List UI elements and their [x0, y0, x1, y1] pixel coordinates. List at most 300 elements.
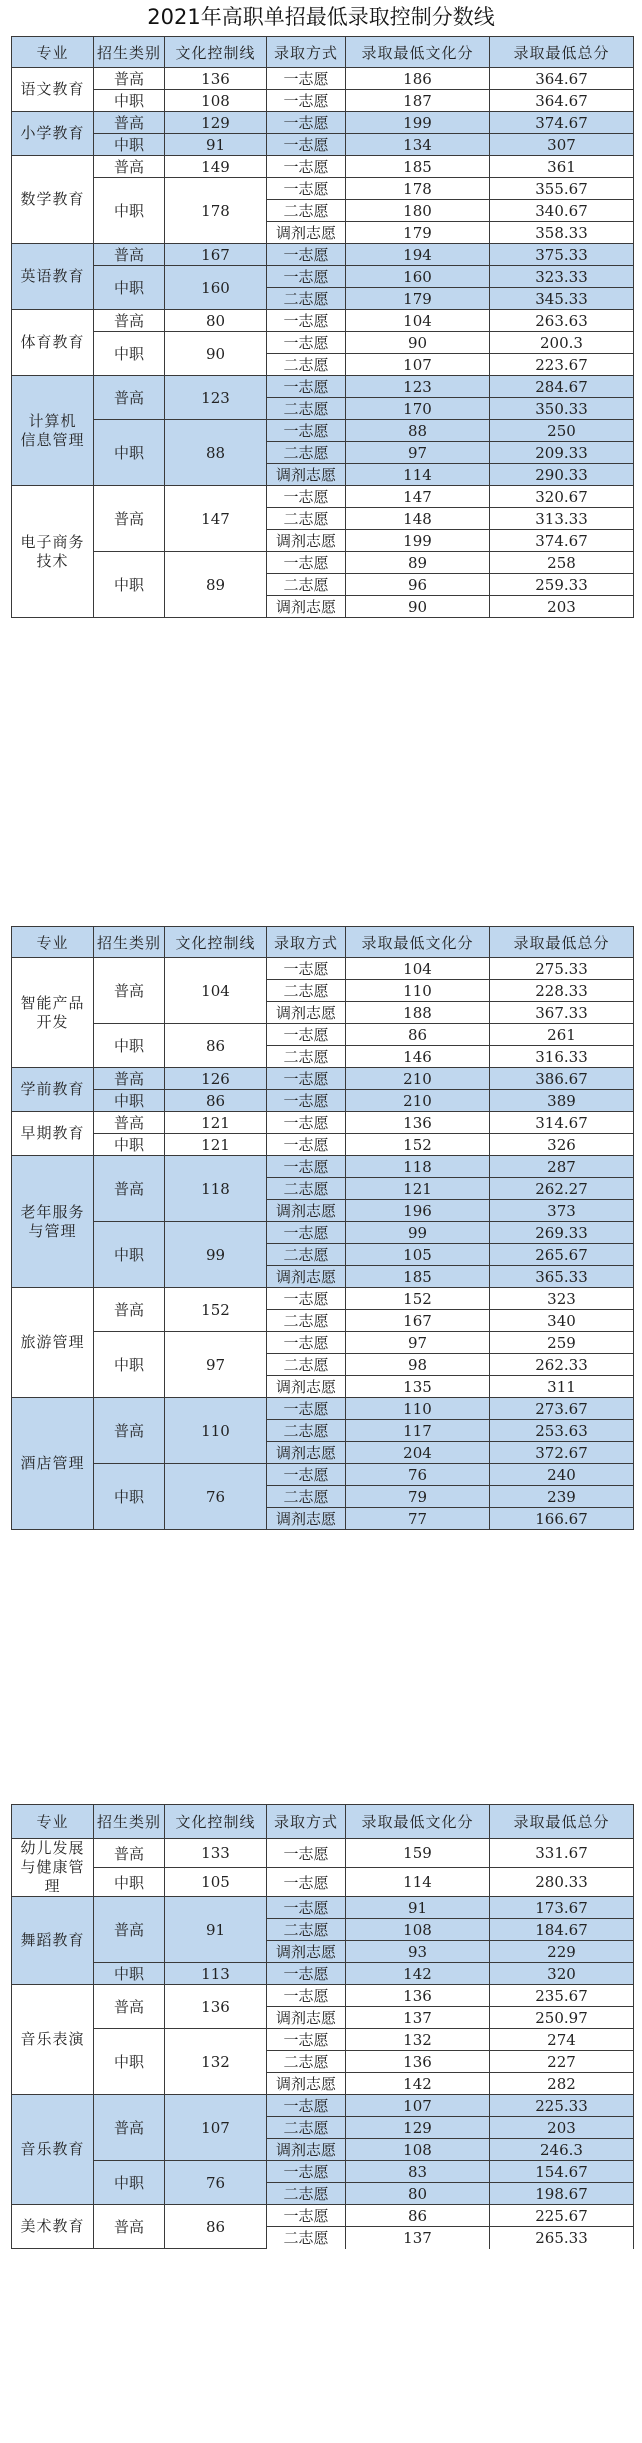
method-cell: 调剂志愿: [267, 222, 346, 244]
min-culture-cell: 210: [346, 1090, 490, 1112]
method-cell: 一志愿: [267, 1134, 346, 1156]
control-line-cell: 152: [165, 1288, 267, 1332]
table-row: [12, 1963, 634, 1985]
min-total-cell: 287: [490, 1156, 634, 1178]
method-cell: 一志愿: [267, 112, 346, 134]
min-culture-cell: 136: [346, 1985, 490, 2007]
category-cell: 普高: [94, 1897, 165, 1963]
method-cell: 一志愿: [267, 552, 346, 574]
control-line-cell: 113: [165, 1963, 267, 1985]
table-row: [12, 1134, 634, 1156]
major-cell: 电子商务 技术: [12, 486, 94, 618]
control-line-cell: 80: [165, 310, 267, 332]
control-line-cell: 91: [165, 134, 267, 156]
category-cell: 中职: [94, 2029, 165, 2095]
min-culture-cell: 194: [346, 244, 490, 266]
category-cell: 普高: [94, 112, 165, 134]
min-culture-cell: 199: [346, 112, 490, 134]
header-min-culture: 录取最低文化分: [346, 37, 490, 68]
control-line-cell: 149: [165, 156, 267, 178]
header-min-culture: 录取最低文化分: [346, 927, 490, 958]
category-cell: 普高: [94, 1398, 165, 1464]
table-body: [12, 958, 634, 1530]
control-line-cell: 160: [165, 266, 267, 310]
min-culture-cell: 179: [346, 288, 490, 310]
min-culture-cell: 180: [346, 200, 490, 222]
table-row: [12, 332, 634, 354]
min-total-cell: 314.67: [490, 1112, 634, 1134]
min-culture-cell: 185: [346, 156, 490, 178]
table-header-row: [12, 37, 634, 68]
min-culture-cell: 187: [346, 90, 490, 112]
min-total-cell: 323.33: [490, 266, 634, 288]
method-cell: 一志愿: [267, 486, 346, 508]
category-cell: 普高: [94, 2095, 165, 2161]
min-culture-cell: 134: [346, 134, 490, 156]
method-cell: 一志愿: [267, 1985, 346, 2007]
category-cell: 中职: [94, 1332, 165, 1398]
table-row: [12, 244, 634, 266]
min-culture-cell: 136: [346, 1112, 490, 1134]
min-culture-cell: 110: [346, 1398, 490, 1420]
control-line-cell: 86: [165, 1090, 267, 1112]
score-table-part-2: [11, 926, 634, 1530]
method-cell: 一志愿: [267, 266, 346, 288]
min-culture-cell: 146: [346, 1046, 490, 1068]
major-cell: 旅游管理: [12, 1288, 94, 1398]
min-culture-cell: 97: [346, 442, 490, 464]
min-total-cell: 313.33: [490, 508, 634, 530]
min-total-cell: 373: [490, 1200, 634, 1222]
major-cell: 智能产品 开发: [12, 958, 94, 1068]
major-cell: 早期教育: [12, 1112, 94, 1156]
control-line-cell: 107: [165, 2095, 267, 2161]
table-row: [12, 1464, 634, 1486]
category-cell: 普高: [94, 156, 165, 178]
method-cell: 调剂志愿: [267, 1442, 346, 1464]
method-cell: 二志愿: [267, 1244, 346, 1266]
min-total-cell: 367.33: [490, 1002, 634, 1024]
min-total-cell: 262.27: [490, 1178, 634, 1200]
table-row: [12, 958, 634, 980]
min-culture-cell: 135: [346, 1376, 490, 1398]
method-cell: 一志愿: [267, 244, 346, 266]
table-row: [12, 68, 634, 90]
min-culture-cell: 91: [346, 1897, 490, 1919]
method-cell: 调剂志愿: [267, 1376, 346, 1398]
min-total-cell: 265.33: [490, 2227, 634, 2249]
min-culture-cell: 132: [346, 2029, 490, 2051]
min-culture-cell: 80: [346, 2183, 490, 2205]
min-culture-cell: 152: [346, 1134, 490, 1156]
category-cell: 普高: [94, 1068, 165, 1090]
header-control-line: 文化控制线: [165, 1805, 267, 1839]
min-total-cell: 223.67: [490, 354, 634, 376]
score-table-part-1: [11, 36, 634, 618]
header-category: 招生类别: [94, 927, 165, 958]
method-cell: 二志愿: [267, 2051, 346, 2073]
header-method: 录取方式: [267, 37, 346, 68]
method-cell: 二志愿: [267, 1486, 346, 1508]
method-cell: 一志愿: [267, 156, 346, 178]
min-total-cell: 225.67: [490, 2205, 634, 2227]
min-total-cell: 227: [490, 2051, 634, 2073]
method-cell: 一志愿: [267, 1156, 346, 1178]
control-line-cell: 88: [165, 420, 267, 486]
table-row: [12, 134, 634, 156]
min-culture-cell: 196: [346, 1200, 490, 1222]
page-title: 2021年高职单招最低录取控制分数线: [147, 5, 495, 29]
method-cell: 调剂志愿: [267, 1508, 346, 1530]
method-cell: 二志愿: [267, 2183, 346, 2205]
header-major: 专业: [12, 37, 94, 68]
min-total-cell: 228.33: [490, 980, 634, 1002]
min-culture-cell: 129: [346, 2117, 490, 2139]
category-cell: 普高: [94, 310, 165, 332]
method-cell: 二志愿: [267, 1919, 346, 1941]
category-cell: 普高: [94, 1839, 165, 1868]
method-cell: 一志愿: [267, 1222, 346, 1244]
major-cell: 幼儿发展 与健康管 理: [12, 1839, 94, 1897]
method-cell: 一志愿: [267, 1112, 346, 1134]
major-cell: 音乐教育: [12, 2095, 94, 2205]
category-cell: 普高: [94, 1985, 165, 2029]
min-total-cell: 361: [490, 156, 634, 178]
method-cell: 一志愿: [267, 1897, 346, 1919]
control-line-cell: 89: [165, 552, 267, 618]
min-total-cell: 331.67: [490, 1839, 634, 1868]
min-total-cell: 184.67: [490, 1919, 634, 1941]
method-cell: 二志愿: [267, 442, 346, 464]
min-culture-cell: 114: [346, 464, 490, 486]
min-total-cell: 263.63: [490, 310, 634, 332]
method-cell: 一志愿: [267, 420, 346, 442]
min-total-cell: 239: [490, 1486, 634, 1508]
min-total-cell: 274: [490, 2029, 634, 2051]
major-cell: 学前教育: [12, 1068, 94, 1112]
table-header-row: [12, 927, 634, 958]
min-total-cell: 198.67: [490, 2183, 634, 2205]
major-cell: 音乐表演: [12, 1985, 94, 2095]
table-row: [12, 178, 634, 200]
table-row: [12, 1090, 634, 1112]
category-cell: 普高: [94, 1156, 165, 1222]
method-cell: 调剂志愿: [267, 464, 346, 486]
method-cell: 一志愿: [267, 310, 346, 332]
control-line-cell: 91: [165, 1897, 267, 1963]
min-total-cell: 225.33: [490, 2095, 634, 2117]
method-cell: 调剂志愿: [267, 1266, 346, 1288]
category-cell: 普高: [94, 68, 165, 90]
table-body: [12, 1839, 634, 2249]
min-total-cell: 154.67: [490, 2161, 634, 2183]
major-cell: 数学教育: [12, 156, 94, 244]
method-cell: 一志愿: [267, 1398, 346, 1420]
min-total-cell: 345.33: [490, 288, 634, 310]
category-cell: 中职: [94, 134, 165, 156]
control-line-cell: 76: [165, 2161, 267, 2205]
min-total-cell: 262.33: [490, 1354, 634, 1376]
category-cell: 中职: [94, 552, 165, 618]
major-cell: 体育教育: [12, 310, 94, 376]
header-major: 专业: [12, 1805, 94, 1839]
method-cell: 二志愿: [267, 398, 346, 420]
min-total-cell: 246.3: [490, 2139, 634, 2161]
control-line-cell: 76: [165, 1464, 267, 1530]
major-cell: 酒店管理: [12, 1398, 94, 1530]
min-culture-cell: 210: [346, 1068, 490, 1090]
control-line-cell: 108: [165, 90, 267, 112]
min-total-cell: 250: [490, 420, 634, 442]
category-cell: 中职: [94, 178, 165, 244]
table-row: [12, 1332, 634, 1354]
method-cell: 调剂志愿: [267, 596, 346, 618]
table-row: [12, 1024, 634, 1046]
major-cell: 语文教育: [12, 68, 94, 112]
min-culture-cell: 147: [346, 486, 490, 508]
table-row: [12, 1398, 634, 1420]
min-culture-cell: 123: [346, 376, 490, 398]
min-total-cell: 282: [490, 2073, 634, 2095]
method-cell: 一志愿: [267, 1464, 346, 1486]
category-cell: 普高: [94, 1112, 165, 1134]
min-culture-cell: 160: [346, 266, 490, 288]
min-total-cell: 350.33: [490, 398, 634, 420]
method-cell: 调剂志愿: [267, 1941, 346, 1963]
header-min-total: 录取最低总分: [490, 1805, 634, 1839]
table-header-row: [12, 1805, 634, 1839]
control-line-cell: 97: [165, 1332, 267, 1398]
header-method: 录取方式: [267, 1805, 346, 1839]
method-cell: 调剂志愿: [267, 1002, 346, 1024]
min-total-cell: 374.67: [490, 530, 634, 552]
method-cell: 一志愿: [267, 376, 346, 398]
table-row: [12, 1288, 634, 1310]
method-cell: 一志愿: [267, 332, 346, 354]
min-culture-cell: 142: [346, 1963, 490, 1985]
min-total-cell: 355.67: [490, 178, 634, 200]
min-culture-cell: 83: [346, 2161, 490, 2183]
min-culture-cell: 118: [346, 1156, 490, 1178]
table-row: [12, 1868, 634, 1897]
method-cell: 一志愿: [267, 958, 346, 980]
category-cell: 普高: [94, 958, 165, 1024]
control-line-cell: 121: [165, 1134, 267, 1156]
major-cell: 小学教育: [12, 112, 94, 156]
major-cell: 美术教育: [12, 2205, 94, 2249]
table-row: [12, 1222, 634, 1244]
method-cell: 二志愿: [267, 508, 346, 530]
control-line-cell: 132: [165, 2029, 267, 2095]
method-cell: 一志愿: [267, 178, 346, 200]
control-line-cell: 147: [165, 486, 267, 552]
method-cell: 二志愿: [267, 288, 346, 310]
min-culture-cell: 148: [346, 508, 490, 530]
min-total-cell: 269.33: [490, 1222, 634, 1244]
min-total-cell: 358.33: [490, 222, 634, 244]
min-culture-cell: 90: [346, 332, 490, 354]
min-culture-cell: 186: [346, 68, 490, 90]
category-cell: 中职: [94, 420, 165, 486]
category-cell: 普高: [94, 486, 165, 552]
table-row: [12, 1839, 634, 1868]
table-row: [12, 266, 634, 288]
control-line-cell: 178: [165, 178, 267, 244]
header-min-total: 录取最低总分: [490, 927, 634, 958]
min-culture-cell: 98: [346, 1354, 490, 1376]
min-total-cell: 365.33: [490, 1266, 634, 1288]
header-min-culture: 录取最低文化分: [346, 1805, 490, 1839]
method-cell: 二志愿: [267, 1046, 346, 1068]
min-culture-cell: 90: [346, 596, 490, 618]
min-total-cell: 275.33: [490, 958, 634, 980]
method-cell: 二志愿: [267, 1178, 346, 1200]
min-total-cell: 259: [490, 1332, 634, 1354]
category-cell: 中职: [94, 1464, 165, 1530]
min-total-cell: 229: [490, 1941, 634, 1963]
min-total-cell: 320: [490, 1963, 634, 1985]
control-line-cell: 99: [165, 1222, 267, 1288]
min-total-cell: 261: [490, 1024, 634, 1046]
min-total-cell: 386.67: [490, 1068, 634, 1090]
min-total-cell: 253.63: [490, 1420, 634, 1442]
control-line-cell: 110: [165, 1398, 267, 1464]
min-total-cell: 258: [490, 552, 634, 574]
category-cell: 普高: [94, 1288, 165, 1332]
method-cell: 二志愿: [267, 1354, 346, 1376]
table-row: [12, 112, 634, 134]
min-culture-cell: 104: [346, 958, 490, 980]
control-line-cell: 167: [165, 244, 267, 266]
header-major: 专业: [12, 927, 94, 958]
min-total-cell: 316.33: [490, 1046, 634, 1068]
min-culture-cell: 105: [346, 1244, 490, 1266]
method-cell: 一志愿: [267, 2205, 346, 2227]
min-total-cell: 323: [490, 1288, 634, 1310]
method-cell: 二志愿: [267, 980, 346, 1002]
table-row: [12, 1897, 634, 1919]
table-row: [12, 486, 634, 508]
method-cell: 一志愿: [267, 68, 346, 90]
min-total-cell: 374.67: [490, 112, 634, 134]
method-cell: 一志愿: [267, 90, 346, 112]
min-culture-cell: 185: [346, 1266, 490, 1288]
header-category: 招生类别: [94, 37, 165, 68]
category-cell: 中职: [94, 1963, 165, 1985]
table-row: [12, 376, 634, 398]
table-body: [12, 68, 634, 618]
control-line-cell: 121: [165, 1112, 267, 1134]
category-cell: 中职: [94, 1222, 165, 1288]
method-cell: 一志愿: [267, 2095, 346, 2117]
category-cell: 中职: [94, 266, 165, 310]
min-culture-cell: 97: [346, 1332, 490, 1354]
min-total-cell: 203: [490, 596, 634, 618]
control-line-cell: 126: [165, 1068, 267, 1090]
method-cell: 二志愿: [267, 1310, 346, 1332]
min-culture-cell: 88: [346, 420, 490, 442]
header-control-line: 文化控制线: [165, 37, 267, 68]
category-cell: 中职: [94, 1090, 165, 1112]
category-cell: 中职: [94, 1024, 165, 1068]
table-row: [12, 2161, 634, 2183]
method-cell: 一志愿: [267, 134, 346, 156]
min-culture-cell: 96: [346, 574, 490, 596]
control-line-cell: 86: [165, 2205, 267, 2249]
min-total-cell: 364.67: [490, 68, 634, 90]
method-cell: 二志愿: [267, 1420, 346, 1442]
method-cell: 调剂志愿: [267, 2139, 346, 2161]
min-culture-cell: 142: [346, 2073, 490, 2095]
min-culture-cell: 108: [346, 1919, 490, 1941]
min-culture-cell: 167: [346, 1310, 490, 1332]
min-total-cell: 240: [490, 1464, 634, 1486]
header-min-total: 录取最低总分: [490, 37, 634, 68]
min-total-cell: 203: [490, 2117, 634, 2139]
table-row: [12, 156, 634, 178]
min-total-cell: 307: [490, 134, 634, 156]
min-total-cell: 372.67: [490, 1442, 634, 1464]
method-cell: 一志愿: [267, 1024, 346, 1046]
major-cell: 计算机 信息管理: [12, 376, 94, 486]
method-cell: 一志愿: [267, 2161, 346, 2183]
table-row: [12, 1985, 634, 2007]
min-total-cell: 340: [490, 1310, 634, 1332]
min-total-cell: 200.3: [490, 332, 634, 354]
min-culture-cell: 76: [346, 1464, 490, 1486]
category-cell: 中职: [94, 332, 165, 376]
min-total-cell: 284.67: [490, 376, 634, 398]
table-row: [12, 552, 634, 574]
table-row: [12, 1068, 634, 1090]
method-cell: 调剂志愿: [267, 530, 346, 552]
min-culture-cell: 108: [346, 2139, 490, 2161]
control-line-cell: 86: [165, 1024, 267, 1068]
min-total-cell: 166.67: [490, 1508, 634, 1530]
major-cell: 老年服务 与管理: [12, 1156, 94, 1288]
min-culture-cell: 107: [346, 2095, 490, 2117]
min-culture-cell: 204: [346, 1442, 490, 1464]
min-culture-cell: 137: [346, 2227, 490, 2249]
method-cell: 调剂志愿: [267, 2073, 346, 2095]
table-row: [12, 90, 634, 112]
min-culture-cell: 178: [346, 178, 490, 200]
header-control-line: 文化控制线: [165, 927, 267, 958]
min-culture-cell: 79: [346, 1486, 490, 1508]
min-total-cell: 259.33: [490, 574, 634, 596]
method-cell: 一志愿: [267, 1288, 346, 1310]
min-total-cell: 311: [490, 1376, 634, 1398]
method-cell: 二志愿: [267, 2227, 346, 2249]
min-total-cell: 340.67: [490, 200, 634, 222]
method-cell: 一志愿: [267, 2029, 346, 2051]
control-line-cell: 136: [165, 68, 267, 90]
category-cell: 中职: [94, 1868, 165, 1897]
table-row: [12, 420, 634, 442]
method-cell: 一志愿: [267, 1332, 346, 1354]
min-culture-cell: 136: [346, 2051, 490, 2073]
control-line-cell: 133: [165, 1839, 267, 1868]
method-cell: 二志愿: [267, 2117, 346, 2139]
control-line-cell: 105: [165, 1868, 267, 1897]
category-cell: 普高: [94, 2205, 165, 2249]
min-culture-cell: 159: [346, 1839, 490, 1868]
header-category: 招生类别: [94, 1805, 165, 1839]
method-cell: 一志愿: [267, 1868, 346, 1897]
method-cell: 二志愿: [267, 200, 346, 222]
min-total-cell: 250.97: [490, 2007, 634, 2029]
min-total-cell: 290.33: [490, 464, 634, 486]
